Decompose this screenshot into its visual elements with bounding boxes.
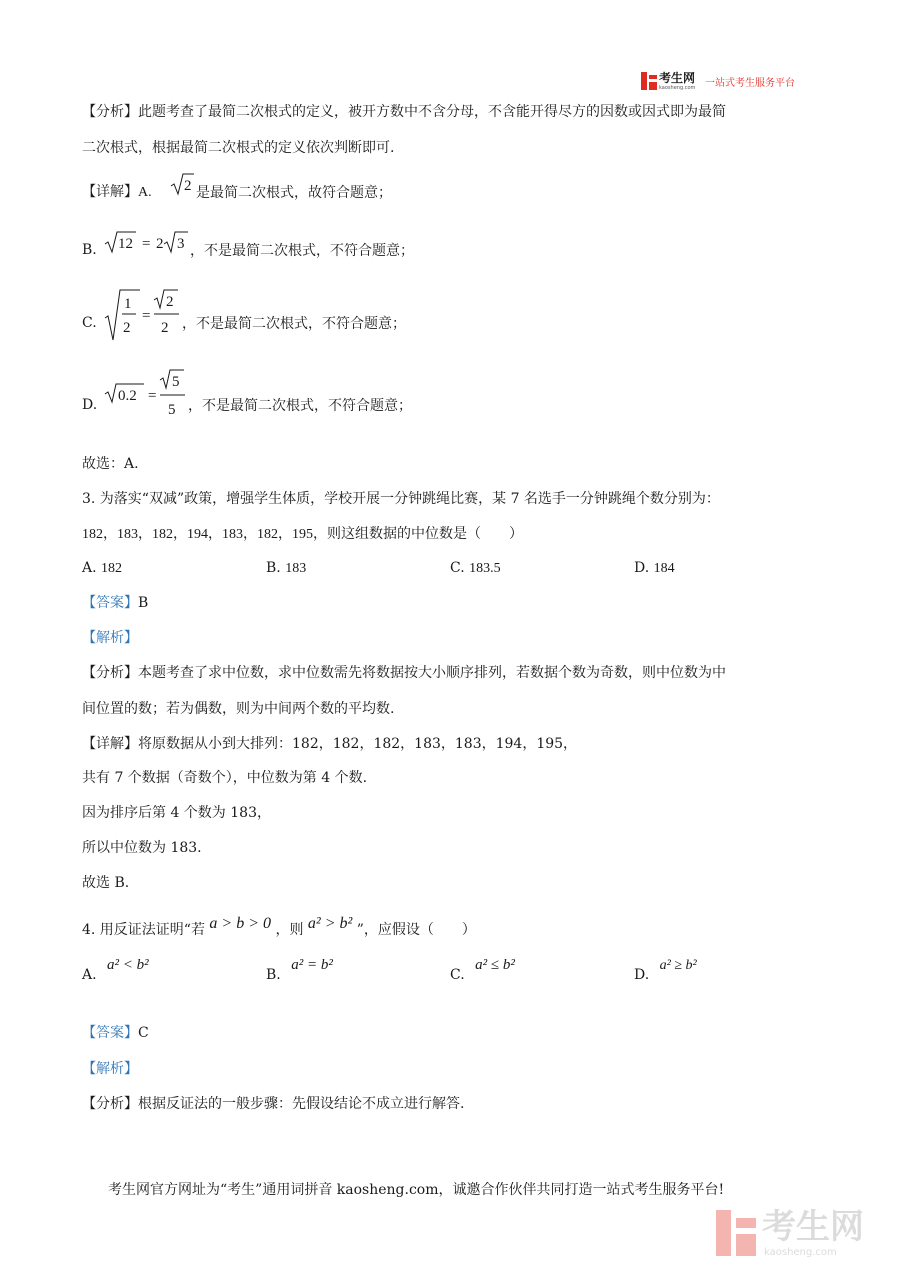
answer-tag: 【答案】 bbox=[82, 595, 138, 611]
q3-option-b: B. 183 bbox=[266, 560, 307, 576]
equation-sqrt-0-2-icon bbox=[104, 370, 194, 424]
q3-stem-line1: 3. 为落实“双减”政策，增强学生体质，学校开展一分钟跳绳比赛，某 7 名选手一分钟跳绳个数分别为： bbox=[82, 491, 720, 507]
watermark bbox=[716, 1207, 886, 1260]
radical-sqrt2-icon bbox=[170, 172, 194, 196]
q3-option-d: D. 184 bbox=[634, 560, 675, 576]
q3-jiexi-tag: 【解析】 bbox=[82, 630, 138, 646]
q2-conclusion: 故选：A. bbox=[82, 456, 139, 472]
svg-text:=: = bbox=[142, 308, 151, 324]
watermark-text: 考生网 bbox=[762, 1207, 864, 1247]
equation-sqrt12-icon bbox=[104, 230, 194, 254]
q4-conclusion-expr: a² > b² bbox=[307, 915, 353, 932]
q2-option-b-label: B. bbox=[82, 242, 97, 258]
svg-text:2: 2 bbox=[184, 178, 192, 194]
analysis-tag: 【分析】 bbox=[82, 104, 138, 120]
svg-text:2: 2 bbox=[166, 294, 174, 310]
q2-option-d-expr bbox=[104, 370, 194, 427]
kaosheng-watermark-icon bbox=[716, 1210, 756, 1256]
q4-option-c: C. a² ≤ b² bbox=[450, 957, 515, 983]
q4-jiexi-tag: 【解析】 bbox=[82, 1061, 138, 1077]
footer-text: 考生网官方网址为“考生”通用词拼音 kaosheng.com，诚邀合作伙伴共同打造一站式考生服务平台! bbox=[108, 1182, 725, 1198]
q2-option-a-expr bbox=[170, 172, 194, 199]
logo-subtext: kaosheng.com bbox=[659, 85, 696, 91]
svg-text:12: 12 bbox=[118, 236, 133, 252]
svg-text:=: = bbox=[142, 236, 151, 252]
q3-answer: 【答案】B bbox=[82, 595, 149, 611]
equation-sqrt-half-icon bbox=[104, 286, 184, 342]
q3-detail-line1: 【详解】将原数据从小到大排列：182，182，182，183，183，194，195， bbox=[82, 736, 578, 752]
q2-analysis-line2: 二次根式，根据最简二次根式的定义依次判断即可. bbox=[82, 140, 395, 156]
q4-condition: a > b > 0 bbox=[209, 915, 272, 932]
svg-text:1: 1 bbox=[124, 296, 132, 312]
answer-tag: 【答案】 bbox=[82, 1025, 138, 1041]
q3-stem-line2: 182，183，182，194，183，182，195，则这组数据的中位数是（ ） bbox=[82, 527, 523, 542]
q4-analysis: 【分析】根据反证法的一般步骤：先假设结论不成立进行解答. bbox=[82, 1096, 465, 1112]
q3-analysis-line1: 【分析】本题考查了求中位数，求中位数需先将数据按大小顺序排列，若数据个数为奇数，则中位数为中 bbox=[82, 665, 726, 681]
svg-text:5: 5 bbox=[172, 374, 180, 390]
detail-tag: 【详解】 bbox=[82, 184, 138, 200]
q2-option-a-text: 是最简二次根式，故符合题意； bbox=[196, 185, 392, 201]
q2-option-c-expr bbox=[104, 286, 184, 345]
q2-option-c-text: ，不是最简二次根式，不符合题意； bbox=[182, 316, 406, 332]
q4-option-b: B. a² = b² bbox=[266, 957, 333, 983]
svg-text:=: = bbox=[148, 388, 157, 404]
svg-text:0.2: 0.2 bbox=[118, 388, 137, 404]
q4-answer: 【答案】C bbox=[82, 1025, 149, 1041]
q4-stem: 4. 用反证法证明“若 a > b > 0 ，则 a² > b² ”，应假设（ ） bbox=[82, 915, 476, 938]
svg-text:5: 5 bbox=[168, 402, 176, 418]
q3-option-a: A. 182 bbox=[82, 560, 123, 576]
watermark-subtext: kaosheng.com bbox=[764, 1247, 837, 1258]
svg-text:3: 3 bbox=[177, 236, 185, 252]
q3-conclusion: 故选 B. bbox=[82, 875, 130, 891]
q2-detail-option-a: 【详解】A. bbox=[82, 184, 152, 200]
q4-option-d: D. a² ≥ b² bbox=[634, 958, 697, 983]
q2-option-b-expr bbox=[104, 230, 194, 257]
svg-text:2: 2 bbox=[161, 320, 169, 336]
q3-detail-line4: 所以中位数为 183. bbox=[82, 840, 202, 856]
kaosheng-logo-icon bbox=[641, 72, 657, 90]
q3-option-c: C. 183.5 bbox=[450, 560, 501, 576]
header-slogan: 一站式考生服务平台 bbox=[705, 78, 795, 89]
q2-option-b-text: ，不是最简二次根式，不符合题意； bbox=[190, 243, 414, 259]
q2-option-d-label: D. bbox=[82, 397, 98, 413]
q3-analysis-line2: 间位置的数；若为偶数，则为中间两个数的平均数. bbox=[82, 701, 395, 717]
svg-text:2: 2 bbox=[123, 320, 131, 336]
q3-detail-line3: 因为排序后第 4 个数为 183， bbox=[82, 805, 271, 821]
q2-option-c-label: C. bbox=[82, 315, 97, 331]
logo-text: 考生网 bbox=[659, 71, 696, 85]
q2-analysis-line1: 【分析】此题考查了最简二次根式的定义，被开方数中不含分母，不含能开得尽方的因数或因式即为最简 bbox=[82, 104, 726, 120]
q2-option-d-text: ，不是最简二次根式，不符合题意； bbox=[188, 398, 412, 414]
svg-text:2: 2 bbox=[156, 236, 164, 252]
q3-detail-line2: 共有 7 个数据（奇数个），中位数为第 4 个数. bbox=[82, 770, 368, 786]
q4-option-a: A. a² < b² bbox=[82, 957, 149, 983]
